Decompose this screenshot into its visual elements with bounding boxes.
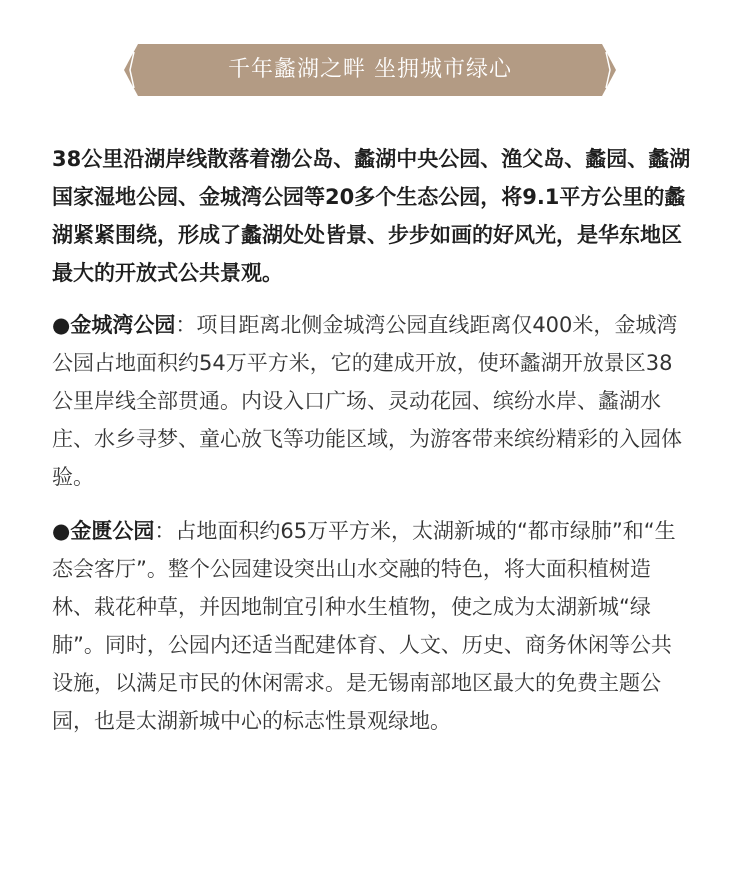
park-description: ：占地面积约65万平方米，太湖新城的“都市绿肺”和“生态会客厅”。整个公园建设突出山水交融的特色，将大面积植树造林、栽花种草，并因地制宜引种水生植物，使之成为太湖新城“绿肺”。同时，公园内还适当配建体育、人文、历史、商务休闲等公共设施，以满足市民的休闲需求。是无锡南部地区最大的免费主题公园，也是太湖新城中心的标志性景观绿地。 xyxy=(52,519,676,733)
park-paragraph-jinkui xyxy=(52,512,692,740)
park-paragraph-jinchengwan xyxy=(52,306,692,496)
banner-title: 千年蠡湖之畔 坐拥城市绿心 xyxy=(228,57,512,82)
article-body xyxy=(52,140,692,756)
section-banner xyxy=(124,44,616,96)
intro-paragraph: 38公里沿湖岸线散落着渤公岛、蠡湖中央公园、渔父岛、蠡园、蠡湖国家湿地公园、金城湾公园等20多个生态公园，将9.1平方公里的蠡湖紧紧围绕，形成了蠡湖处处皆景、步步如画的好风光，是华东地区最大的开放式公共景观。 xyxy=(52,147,691,285)
park-name: ●金城湾公园 xyxy=(52,313,176,337)
park-name: ●金匮公园 xyxy=(52,519,155,543)
park-description: ：项目距离北侧金城湾公园直线距离仅400米，金城湾公园占地面积约54万平方米，它的建成开放，使环蠡湖开放景区38公里岸线全部贯通。内设入口广场、灵动花园、缤纷水岸、蠡湖水庄、水乡寻梦、童心放飞等功能区域，为游客带来缤纷精彩的入园体验。 xyxy=(52,313,682,489)
